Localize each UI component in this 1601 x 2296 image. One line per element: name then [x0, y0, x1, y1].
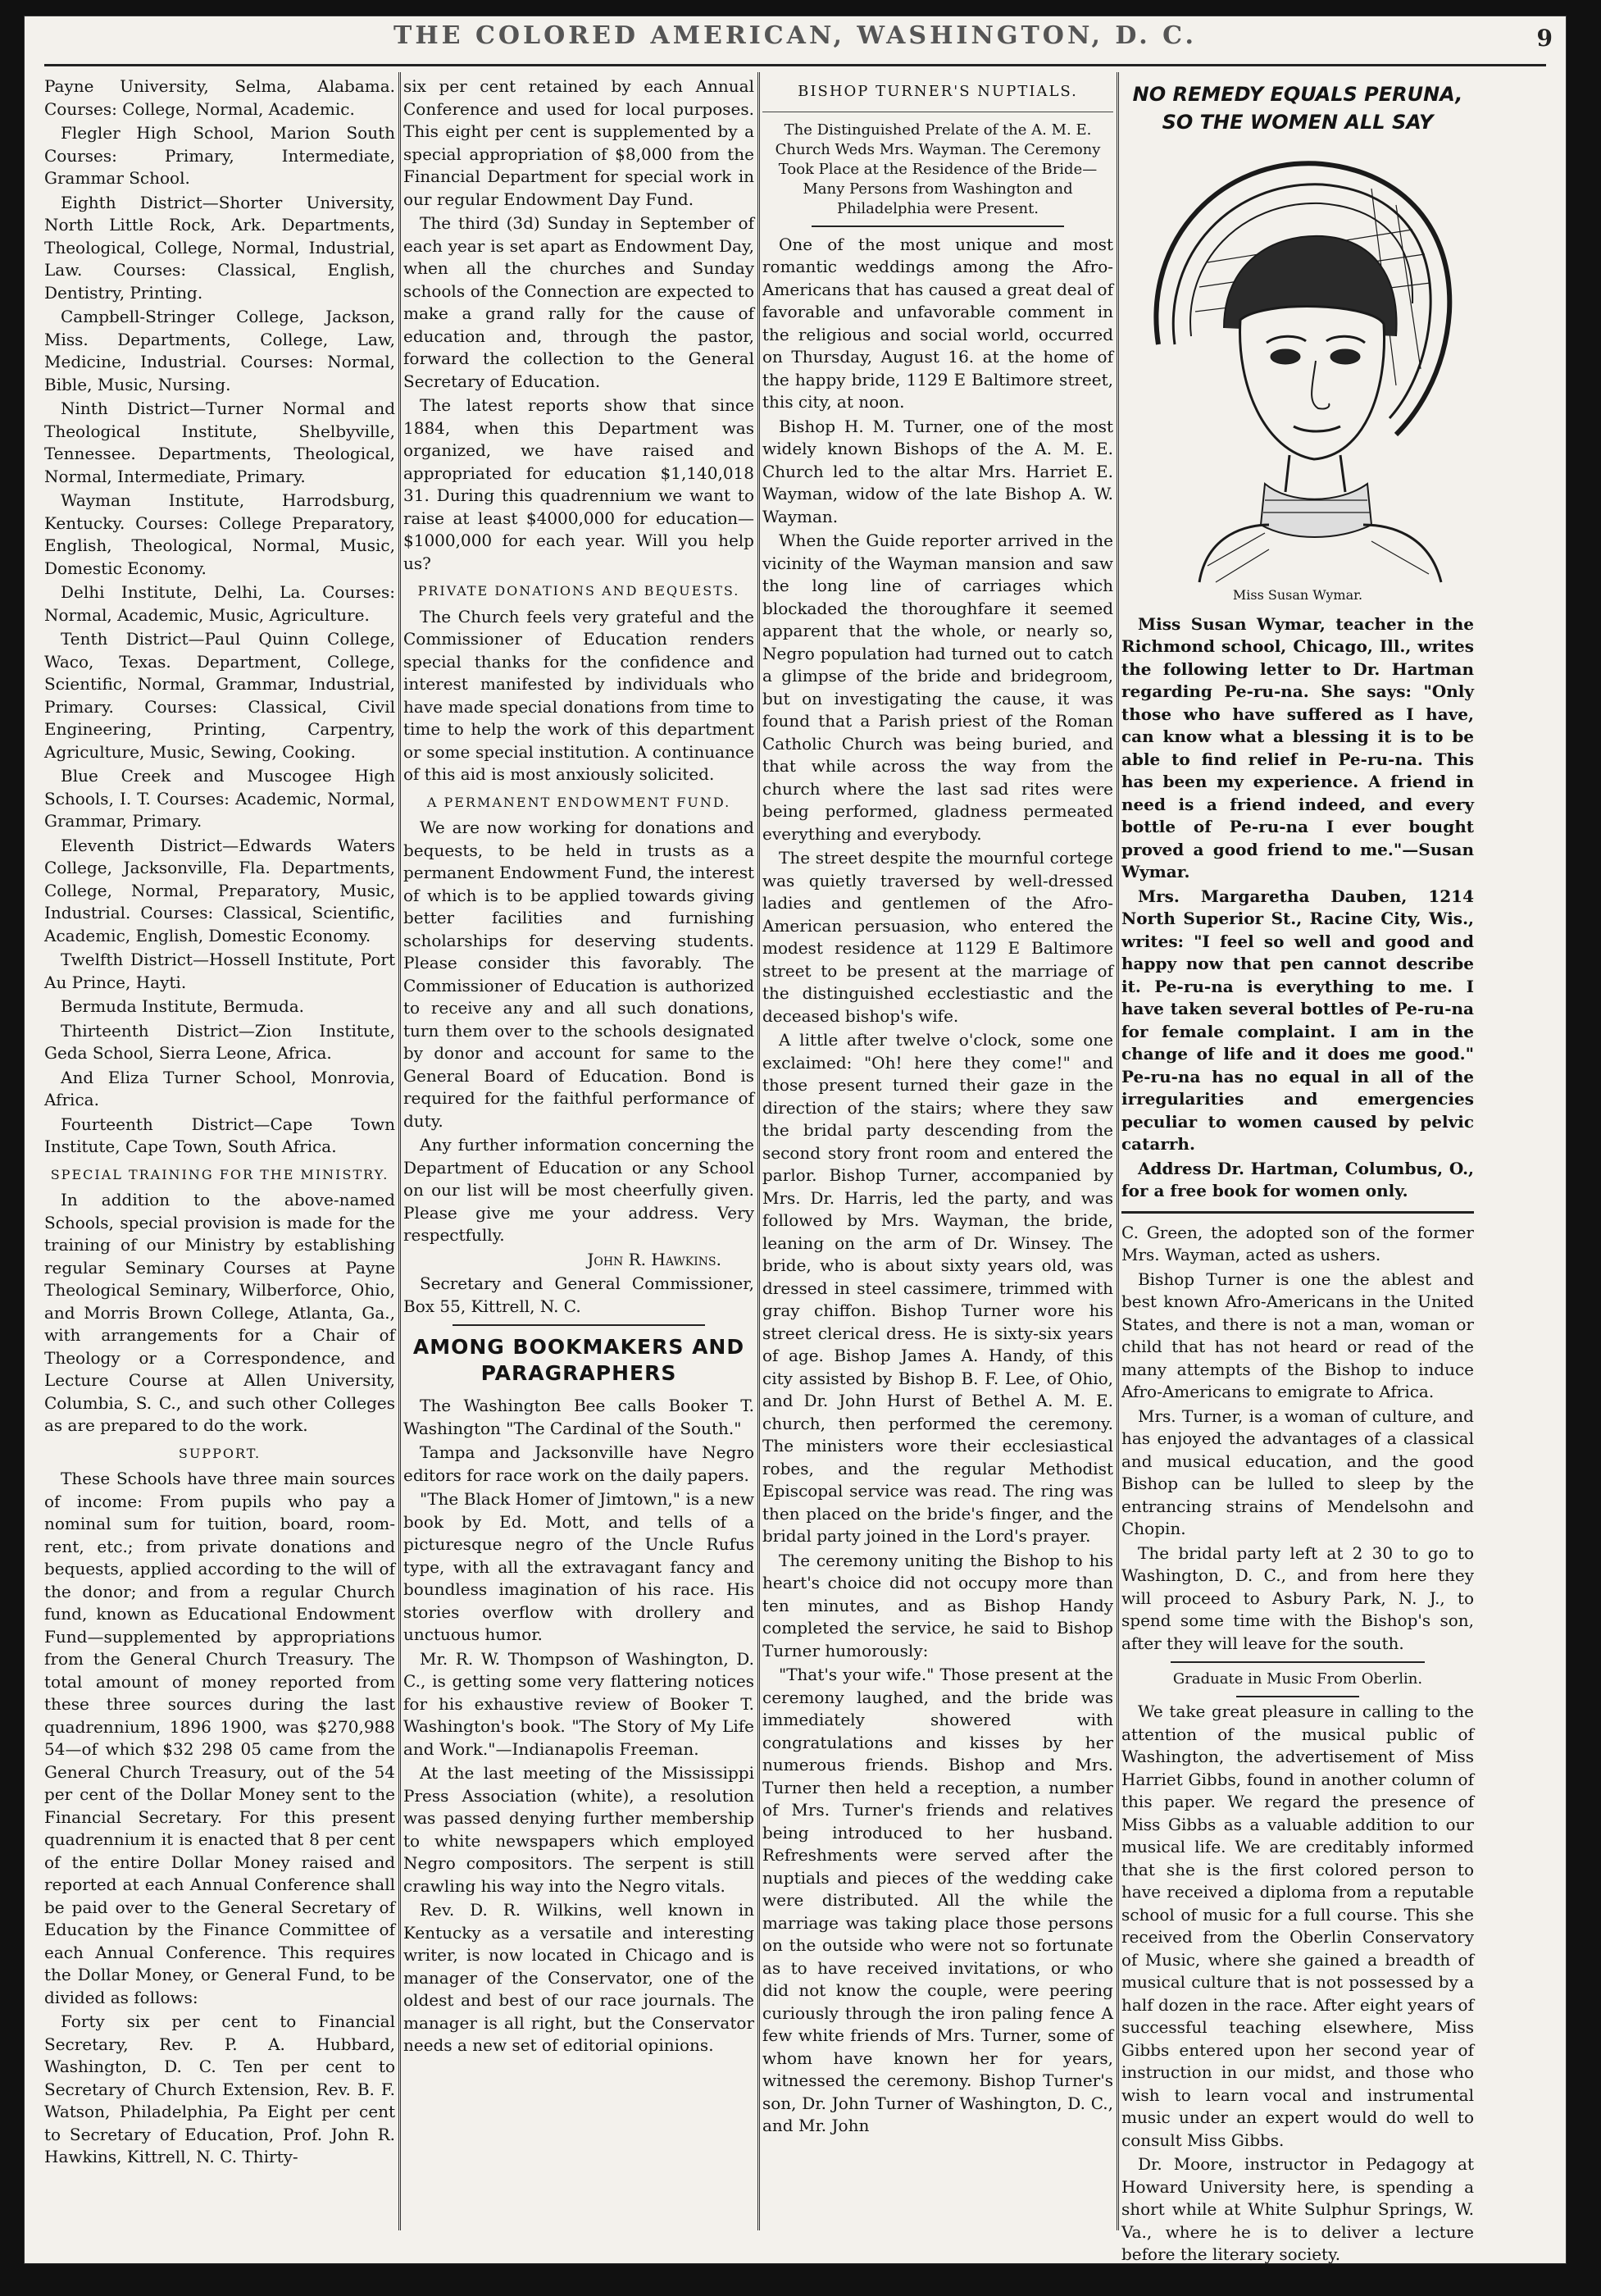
subheading: A PERMANENT ENDOWMENT FUND.	[426, 794, 731, 810]
column-3	[762, 75, 1113, 2230]
woman-portrait-illustration	[1126, 139, 1470, 582]
paragraph: The Church feels very grateful and the Commissioner of Education renders special thanks for the confidence and interest manifested by individuals who have made special donations from time to time to help the work of this department or some special institution. A continuance of this aid is most anxiously solicited.	[403, 606, 754, 784]
paragraph: Fourteenth District—Cape Town Institute, Cape Town, South Africa.	[44, 1114, 395, 1156]
paragraph: C. Green, the adopted son of the former Mrs. Wayman, acted as ushers.	[1121, 1222, 1474, 1264]
ad-paragraph: Miss Susan Wymar, teacher in the Richmond school, Chicago, Ill., writes the following letter to Dr. Hartman regarding Pe-ru-na. She says: "Only those who have suffered as I have, can know what a blessing it is to be able to find relief in Pe-ru-na. This has been my experience. A friend in need is a friend indeed, and every bottle of Pe-ru-na I ever bought proved a good friend to me."—Susan Wymar.	[1121, 613, 1474, 882]
portrait-caption: Miss Susan Wymar.	[1232, 587, 1363, 603]
paragraph: The street despite the mournful cortege was quietly traversed by well-dressed ladies and gentlemen of the Afro-American persuasion, who entered the modest residence at 1129 E Baltimore street to be present at the marriage of the distinguished ecclestiastic and the deceased bishop's wife.	[762, 848, 1113, 1026]
paragraph: Eleventh District—Edwards Waters College, Jacksonville, Fla. Departments, College, Normal, Preparatory, Music, Industrial. Courses: Classical, Scientific, Academic, English, Domestic Economy.	[44, 835, 395, 945]
paragraph: When the Guide reporter arrived in the vicinity of the Wayman mansion and saw the long line of carriages which blockaded the thoroughfare it seemed apparent that the whole, or nearly so, Negro population had turned out to catch a glimpse of the bride and bridegroom, but on investigating the cause, it was found that a Parish priest of the Roman Catholic Church was being buried, and that while across the way from the church where the last sad rites were being performed, gladness permeated everything and everybody.	[762, 531, 1113, 844]
article-headline: Graduate in Music From Oberlin.	[1172, 1670, 1423, 1688]
paragraph: Bishop Turner is one the ablest and best known Afro-Americans in the United States, and there is not a man, woman or child that has not heard or read of the many attempts of the Bishop to induce Afro-Americans to emigrate to Africa.	[1121, 1269, 1474, 1401]
paragraph: Forty six per cent to Financial Secretary, Rev. P. A. Hubbard, Washington, D. C. Ten per cent to Secretary of Church Extension, Rev. B. F. Watson, Philadelphia, Pa Eight per cent to Secretary of Education, Prof. John R. Hawkins, Kittrell, N. C. Thirty-	[44, 2011, 395, 2166]
paragraph: Flegler High School, Marion South Courses: Primary, Intermediate, Grammar School.	[44, 123, 395, 188]
paragraph: Blue Creek and Muscogee High Schools, I. T. Courses: Academic, Normal, Grammar, Primary.	[44, 766, 395, 831]
ad-paragraph: Mrs. Margaretha Dauben, 1214 North Superior St., Racine City, Wis., writes: "I feel so well and good and happy now that pen cannot describe it. Pe-ru-na is everything to me. I have taken several bottles of Pe-ru-na for female complaint. I am in the change of life and it does me good." Pe-ru-na has no equal in all of the irregularities and emergencies peculiar to women caused by pelvic catarrh.	[1121, 886, 1474, 1154]
divider	[1171, 1661, 1425, 1663]
peruna-advertisement	[1121, 80, 1474, 1203]
ad-paragraph: Address Dr. Hartman, Columbus, O., for a free book for women only.	[1121, 1158, 1474, 1200]
paragraph: Wayman Institute, Harrodsburg, Kentucky. Courses: College Preparatory, English, Theological, Normal, Music, Domestic Economy.	[44, 490, 395, 578]
paragraph: Campbell-Stringer College, Jackson, Miss. Departments, College, Law, Medicine, Industrial. Courses: Normal, Bible, Music, Nursing.	[44, 307, 395, 394]
column-rule	[1117, 72, 1119, 2230]
subheading: PRIVATE DONATIONS AND BEQUESTS.	[417, 583, 740, 599]
divider	[1121, 1211, 1474, 1214]
paragraph: A little after twelve o'clock, some one exclaimed: "Oh! here they come!" and those present turned their gaze in the direction of the stairs; where they saw the bridal party descending from the second story front room and entered the parlor. Bishop Turner, accompanied by Mrs. Dr. Harris, led the party, and was followed by Mrs. Wayman, the bride, leaning on the arm of Dr. Winsey. The bride, who is about sixty years old, was dressed in steel cassimere, trimmed with gray chiffon. Bishop Turner wore his street clerical dress. He is sixty-six years of age. Bishop James A. Handy, of this city assisted by Bishop B. F. Lee, of Ohio, and Dr. John Hurst of Bethel A. M. E. church, then performed the ceremony. The ministers wore their ecclesiastical robes, and the regular Methodist Episcopal service was read. The ring was then placed on the bride's finger, and the bridal party joined in the Lord's prayer.	[762, 1030, 1113, 1546]
newspaper-page	[25, 16, 1566, 2263]
paragraph: Eighth District—Shorter University, North Little Rock, Ark. Departments, Theological, College, Normal, Industrial, Law. Courses: Classical, English, Dentistry, Printing.	[44, 192, 395, 303]
divider	[453, 1324, 705, 1326]
column-4	[1121, 75, 1474, 2264]
paragraph: Mrs. Turner, is a woman of culture, and has enjoyed the advantages of a classical and musical education, and the good Bishop can be lulled to sleep by the entrancing strains of Mendelsohn and Chopin.	[1121, 1405, 1474, 1538]
paragraph: Bermuda Institute, Bermuda.	[61, 996, 305, 1016]
paragraph: Mr. R. W. Thompson of Washington, D. C., is getting some very flattering notices for his exhaustive review of Booker T. Washington's book. "The Story of My Life and Work."—Indianapolis Freeman.	[403, 1648, 754, 1759]
paragraph: The bridal party left at 2 30 to go to Washington, D. C., and from here they will proceed to Asbury Park, N. J., to spend some time with the Bishop's son, after they will leave for the south.	[1121, 1542, 1474, 1653]
paragraph: Twelfth District—Hossell Institute, Port Au Prince, Hayti.	[44, 950, 395, 992]
paragraph: "That's your wife." Those present at the ceremony laughed, and the bride was immediately showered with congratulations and kisses by her numerous friends. Bishop and Mrs. Turner then held a reception, a number of Mrs. Turner's friends and relatives being introduced to her husband. Refreshments were served after the nuptials and pieces of the wedding cake were distributed. All the while the marriage was taking place those persons on the outside who were not so fortunate as to have received invitations, or who did not know the couple, were peering curiously through the iron paling fence A few white friends of Mrs. Turner, some of whom have known her for years, witnessed the ceremony. Bishop Turner's son, Dr. John Turner of Washington, D. C., and Mr. John	[762, 1665, 1113, 2135]
paragraph: We take great pleasure in calling to the attention of the musical public of Washington, the advertisement of Miss Harriet Gibbs, found in another column of this paper. We regard the presence of Miss Gibbs as a valuable addition to our musical life. We are creditably informed that she is the first colored person to have received a diploma from a reputable school of music for a full course. This she received from the Oberlin Conservatory of Music, where she gained a breadth of musical culture that is not possessed by a half dozen in the race. After eight years of successful teaching elsewhere, Miss Gibbs entered upon her second year of instruction in our midst, and those who wish to learn vocal and instrumental music under an expert would do well to consult Miss Gibbs.	[1121, 1702, 1474, 2150]
paragraph: Tenth District—Paul Quinn College, Waco, Texas. Department, College, Scientific, Normal, Grammar, Industrial, Primary. Courses: Classical, Civil Engineering, Printing, Carpentry, Agriculture, Music, Sewing, Cooking.	[44, 629, 395, 762]
paragraph: Rev. D. R. Wilkins, well known in Kentucky as a versatile and interesting writer, is now located in Chicago and is manager of the Conservator, one of the oldest and best of our race journals. The manager is all right, but the Conservator needs a new set of editorial opinions.	[403, 1900, 754, 2055]
ad-headline: NO REMEDY EQUALS PERUNA,	[1132, 83, 1463, 106]
column-rule	[398, 72, 401, 2230]
signature: John R. Hawkins.	[587, 1249, 721, 1269]
paragraph: The Washington Bee calls Booker T. Washington "The Cardinal of the South."	[403, 1396, 754, 1438]
column-rule	[757, 72, 760, 2230]
paragraph: The third (3d) Sunday in September of each year is set apart as Endowment Day, when all the churches and Sunday schools of the Connection are expected to make a grand rally for the cause of education and, through the pastor, forward the collection to the General Secretary of Education.	[403, 213, 754, 391]
ad-subheadline: SO THE WOMEN ALL SAY	[1162, 111, 1434, 134]
section-headline: AMONG BOOKMAKERS AND PARAGRAPHERS	[412, 1335, 745, 1385]
masthead: THE COLORED AMERICAN, WASHINGTON, D. C.	[393, 21, 1197, 50]
paragraph: And Eliza Turner School, Monrovia, Africa.	[44, 1067, 395, 1109]
paragraph: These Schools have three main sources of income: From pupils who pay a nominal sum for tuition, board, room-rent, etc.; from private donations and bequests, applied according to the will of the donor; and from a regular Church fund, known as Educational Endowment Fund—supplemented by appropriations from the General Church Treasury. The total amount of money reported from these three sources during the last quadrennium, 1896 1900, was $270,988 54—of which $32 298 05 came from the General Church Treasury, out of the 54 per cent of the Dollar Money sent to the Financial Secretary. For this present quadrennium it is enacted that 8 per cent of the entire Dollar Money raised and reported at each Annual Conference shall be paid over to the General Secretary of Education by the Finance Committee of each Annual Conference. This requires the Dollar Money, or General Fund, to be divided as follows:	[44, 1469, 395, 2007]
page-number: 9	[1536, 25, 1553, 52]
paragraph: The ceremony uniting the Bishop to his heart's choice did not occupy more than ten minutes, and as Bishop Handy completed the service, he said to Bishop Turner humorously:	[762, 1550, 1113, 1660]
paragraph: At the last meeting of the Mississippi Press Association (white), a resolution was passed denying further membership to white newspapers which employed Negro compositors. The serpent is still crawling his way into the Negro vitals.	[403, 1763, 754, 1896]
paragraph: Payne University, Selma, Alabama. Courses: College, Normal, Academic.	[44, 76, 395, 119]
paragraph: We are now working for donations and bequests, to be held in trusts as a permanent Endowment Fund, the interest of which is to be applied towards giving better facilities and furnishing scholarships for deserving students. Please consider this favorably. The Commissioner of Education is authorized to receive any and all such donations, turn them over to the schools designated by donor and account for same to the General Board of Education. Bond is required for the faithful performance of duty.	[403, 818, 754, 1131]
paragraph: Ninth District—Turner Normal and Theological Institute, Shelbyville, Tennessee. Departments, Theological, Normal, Intermediate, Primary.	[44, 399, 395, 486]
paragraph: "The Black Homer of Jimtown," is a new book by Ed. Mott, and tells of a picturesque negro of the Uncle Rufus type, with all the extravagant fancy and boundless imagination of his race. His stories overflow with drollery and unctuous humor.	[403, 1489, 754, 1644]
paragraph: Dr. Moore, instructor in Pedagogy at Howard University here, is spending a short while at White Sulphur Springs, W. Va., where he is to deliver a lecture before the literary society.	[1121, 2154, 1474, 2264]
signature-title: Secretary and General Commissioner, Box 55, Kittrell, N. C.	[403, 1273, 754, 1316]
paragraph: One of the most unique and most romantic weddings among the Afro-Americans that has caused a great deal of favorable and unfavorable comment in the religious and social world, occurred on Thursday, August 16. at the home of the happy bride, 1129 E Baltimore street, this city, at noon.	[762, 234, 1113, 412]
paragraph: six per cent retained by each Annual Conference and used for local purposes. This eight per cent is supplemented by a special appropriation of $8,000 from the Financial Department for special work in our regular Endowment Day Fund.	[403, 76, 754, 209]
paragraph: Thirteenth District—Zion Institute, Geda School, Sierra Leone, Africa.	[44, 1020, 395, 1063]
divider	[812, 226, 1064, 227]
paragraph: Any further information concerning the Department of Education or any School on our list will be most cheerfully given. Please give me your address. Very respectfully.	[403, 1135, 754, 1245]
article-deck: The Distinguished Prelate of the A. M. E. Church Weds Mrs. Wayman. The Ceremony Took Place at the Residence of the Bride—Many Persons from Washington and Philadelphia were Present.	[775, 121, 1101, 217]
masthead-rule	[44, 64, 1546, 66]
paragraph: Tampa and Jacksonville have Negro editors for race work on the daily papers.	[403, 1442, 754, 1485]
column-1	[44, 75, 395, 2230]
subheading: SUPPORT.	[178, 1445, 262, 1461]
paragraph: Bishop H. M. Turner, one of the most widely known Bishops of the A. M. E. Church led to the altar Mrs. Harriet E. Wayman, widow of the late Bishop A. W. Wayman.	[762, 416, 1113, 526]
column-2	[403, 75, 754, 2230]
paragraph: Delhi Institute, Delhi, La. Courses: Normal, Academic, Music, Agriculture.	[44, 582, 395, 625]
paragraph: The latest reports show that since 1884, when this Department was organized, we have raised and appropriated for education $1,140,018 31. During this quadrennium we want to raise at least $4000,000 for education—$1000,000 for each year. Will you help us?	[403, 395, 754, 573]
divider	[1236, 1696, 1359, 1697]
article-headline: BISHOP TURNER'S NUPTIALS.	[798, 83, 1078, 100]
paragraph: In addition to the above-named Schools, special provision is made for the training of our Ministry by establishing regular Seminary Courses at Payne Theological Seminary, Wilberforce, Ohio, and Morris Brown College, Atlanta, Ga., with arrangements for a Chair of Theology or a Correspondence, and Lecture Course at Allen University, Columbia, S. C., and such other Colleges as are prepared to do the work.	[44, 1190, 395, 1435]
subheading: SPECIAL TRAINING FOR THE MINISTRY.	[50, 1166, 389, 1182]
